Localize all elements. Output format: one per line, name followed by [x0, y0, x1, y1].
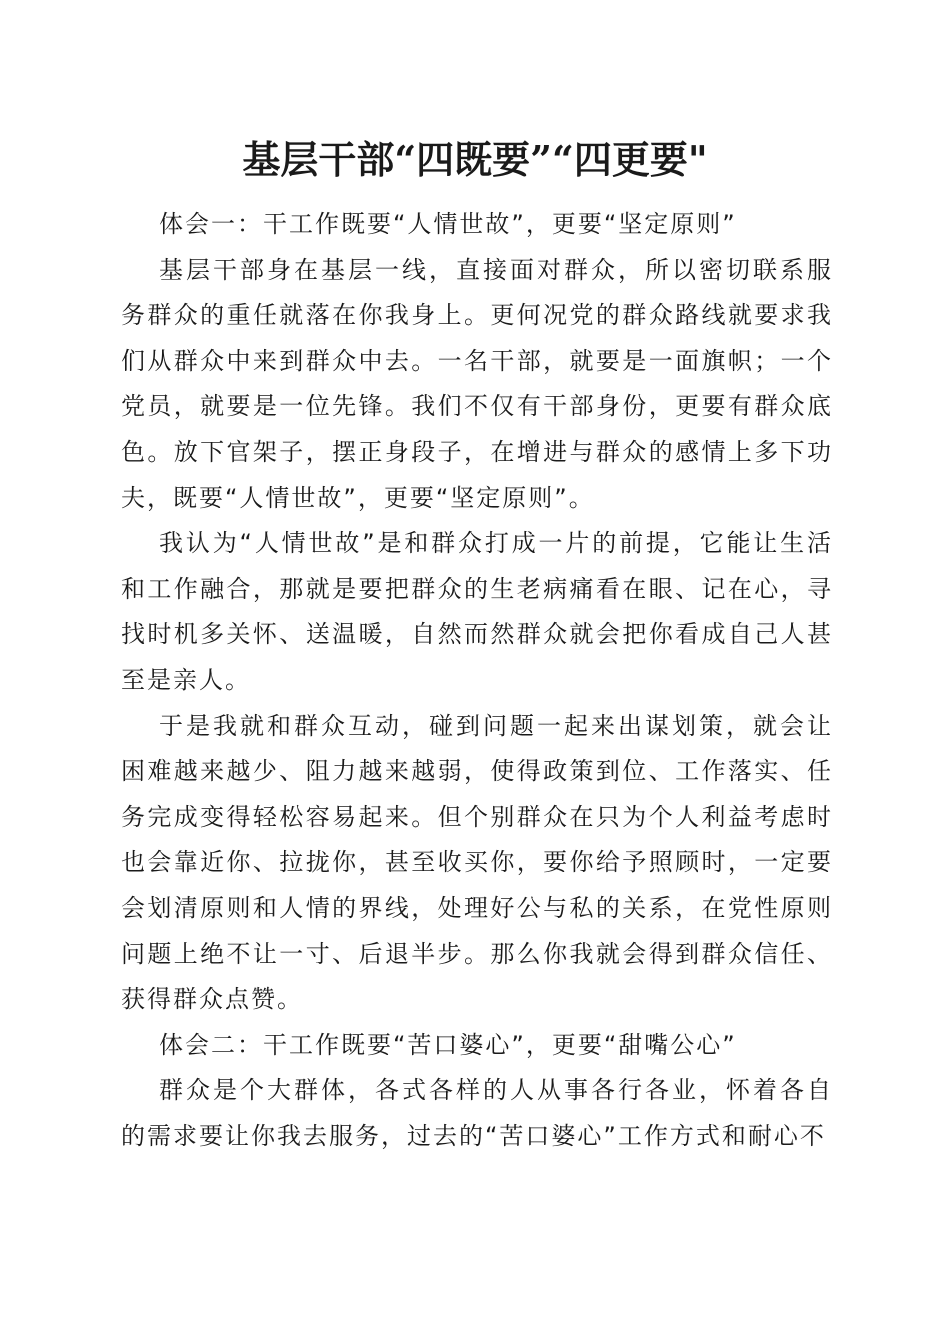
paragraph: 群众是个大群体，各式各样的人从事各行各业，怀着各自的需求要让你我去服务，过去的“苦口婆心”工作方式和耐心不	[121, 1076, 833, 1150]
document-body	[121, 202, 833, 1159]
paragraph: 基层干部身在基层一线，直接面对群众，所以密切联系服务群众的重任就落在你我身上。更何况党的群众路线就要求我们从群众中来到群众中去。一名干部，就要是一面旗帜；一个党员，就要是一位先锋。我们不仅有干部身份，更要有群众底色。放下官架子，摆正身段子，在增进与群众的感情上多下功夫，既要“人情世故”，更要“坚定原则”。	[121, 255, 833, 512]
paragraph: 我认为“人情世故”是和群众打成一片的前提，它能让生活和工作融合，那就是要把群众的生老病痛看在眼、记在心，寻找时机多关怀、送温暖，自然而然群众就会把你看成自己人甚至是亲人。	[121, 529, 833, 694]
paragraph: 于是我就和群众互动，碰到问题一起来出谋划策，就会让困难越来越少、阻力越来越弱，使得政策到位、工作落实、任务完成变得轻松容易起来。但个别群众在只为个人利益考虑时也会靠近你、拉拢你，甚至收买你，要你给予照顾时，一定要会划清原则和人情的界线，处理好公与私的关系，在党性原则问题上绝不让一寸、后退半步。那么你我就会得到群众信任、获得群众点赞。	[121, 711, 833, 1014]
section-heading-1: 体会一：干工作既要“人情世故”，更要“坚定原则”	[159, 210, 737, 238]
document-title: 基层干部“四既要”“四更要"	[242, 137, 708, 182]
section-heading-2: 体会二：干工作既要“苦口婆心”，更要“甜嘴公心”	[159, 1030, 737, 1059]
